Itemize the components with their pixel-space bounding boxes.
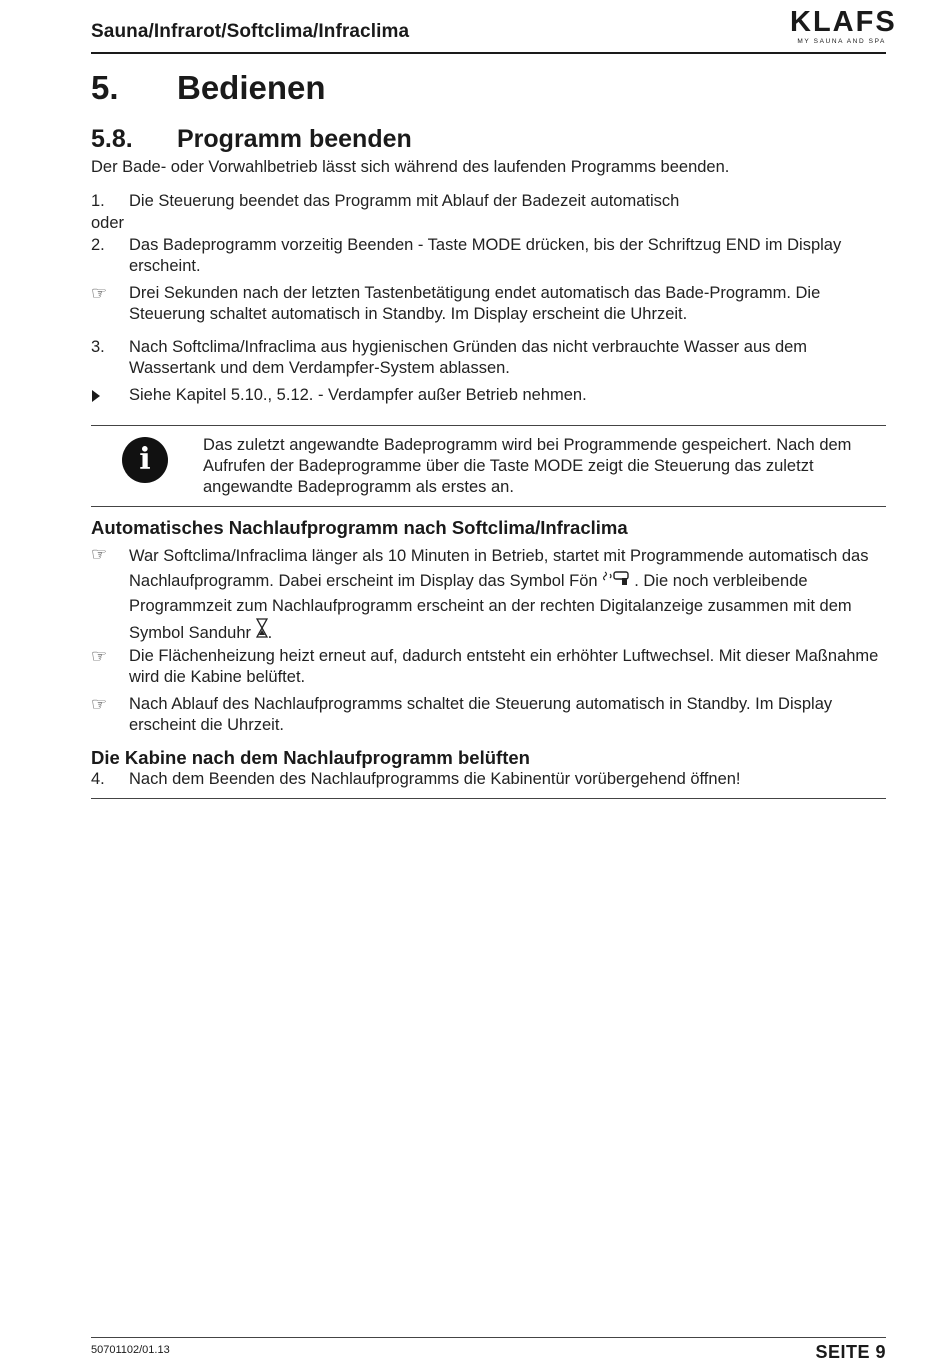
hand-pointer-icon: ☞: [91, 283, 108, 303]
nachlauf-item-text: Die Flächenheizung heizt erneut auf, dadurch entsteht ein erhöhter Luftwechsel. Mit dieser Maßnahme wird die Kabine belüftet.: [129, 647, 879, 686]
step-3: [91, 337, 886, 379]
step-marker: 2.: [91, 236, 105, 254]
hand-pointer-icon: ☞: [91, 646, 108, 666]
info-box: [91, 425, 886, 507]
document-number: 50701102/01.13: [91, 1344, 170, 1356]
nachlauf-text-part: . Die noch verbleibende Programmzeit zum Nachlaufprogramm erscheint an der rechten Digitalanzeige zusammen mit dem Symbol Sanduhr: [129, 572, 852, 642]
page-number: SEITE 9: [815, 1342, 886, 1362]
hourglass-icon: [256, 618, 268, 646]
nachlauf-item-text: Nach Ablauf des Nachlaufprogramms schaltet die Steuerung automatisch in Standby. Im Display erscheint die Uhrzeit.: [129, 695, 833, 734]
nachlauf-heading: Automatisches Nachlaufprogramm nach Softclima/Infraclima: [91, 517, 628, 538]
step-text: Das Badeprogramm vorzeitig Beenden - Taste MODE drücken, bis der Schriftzug END im Display erscheint.: [129, 236, 842, 275]
step-marker: 3.: [91, 338, 105, 356]
nachlauf-text-part: War Softclima/Infraclima länger als 10 Minuten in Betrieb, startet mit Programmende automatisch das Nachlaufprogramm. Dabei erscheint im Display das Symbol Fön: [129, 547, 869, 590]
section-heading: [91, 122, 412, 156]
reference-item: [91, 385, 886, 406]
klafs-logo: [790, 6, 897, 50]
step-marker: 4.: [91, 770, 105, 788]
chapter-number: 5.: [91, 69, 119, 106]
kabine-heading: Die Kabine nach dem Nachlaufprogramm belüften: [91, 747, 530, 768]
info-icon-glyph: i: [139, 442, 151, 477]
intro-paragraph: Der Bade- oder Vorwahlbetrieb lässt sich während des laufenden Programms beenden.: [91, 158, 730, 176]
hairdryer-icon: [602, 568, 634, 594]
step-text: Nach Softclima/Infraclima aus hygienischen Gründen das nicht verbrauchte Wasser aus dem Wassertank und dem Verdampfer-System ablassen.: [129, 338, 808, 377]
reference-text: Siehe Kapitel 5.10., 5.12. - Verdampfer außer Betrieb nehmen.: [129, 386, 587, 404]
hand-pointer-icon: ☞: [91, 544, 108, 564]
section-title: Programm beenden: [177, 125, 412, 153]
note-text: Drei Sekunden nach der letzten Tastenbetätigung endet automatisch das Bade-Programm. Die Steuerung schaltet automatisch in Standby. Im Display erscheint die Uhrzeit.: [129, 284, 821, 323]
section-number: 5.8.: [91, 125, 133, 153]
chapter-title: Bedienen: [177, 69, 326, 106]
chapter-heading: [91, 66, 326, 110]
nachlauf-item-3: [91, 694, 886, 736]
step-text: Nach dem Beenden des Nachlaufprogramms die Kabinentür vorübergehend öffnen!: [129, 770, 741, 788]
page-header: [91, 6, 897, 54]
nachlauf-text-part: .: [267, 624, 273, 642]
hand-pointer-icon: ☞: [91, 694, 108, 714]
header-title: Sauna/Infrarot/Softclima/Infraclima: [91, 21, 410, 42]
step-1: [91, 191, 886, 212]
document-page: [91, 0, 897, 1369]
nachlauf-item-1: [91, 544, 886, 646]
step-marker: 1.: [91, 192, 105, 210]
step-text: Die Steuerung beendet das Programm mit Ablauf der Badezeit automatisch: [129, 192, 680, 210]
step-2: [91, 235, 886, 277]
note-standby: [91, 283, 886, 325]
step-4: [91, 769, 886, 790]
nachlauf-item-text: [129, 544, 886, 646]
info-text: Das zuletzt angewandte Badeprogramm wird bei Programmende gespeichert. Nach dem Aufrufen der Badeprogramme über die Taste MODE zeigt die Steuerung das zuletzt angewandte Badeprogramm als erstes an.: [203, 436, 852, 496]
logo-word: KLAFS: [790, 6, 897, 38]
step-connector: oder: [91, 214, 125, 232]
page-footer: [91, 1337, 886, 1362]
logo-tagline: MY SAUNA AND SPA: [797, 38, 886, 45]
arrow-icon: [91, 385, 129, 408]
section-divider: [91, 798, 886, 799]
info-icon: [122, 437, 168, 483]
nachlauf-item-2: [91, 646, 886, 688]
